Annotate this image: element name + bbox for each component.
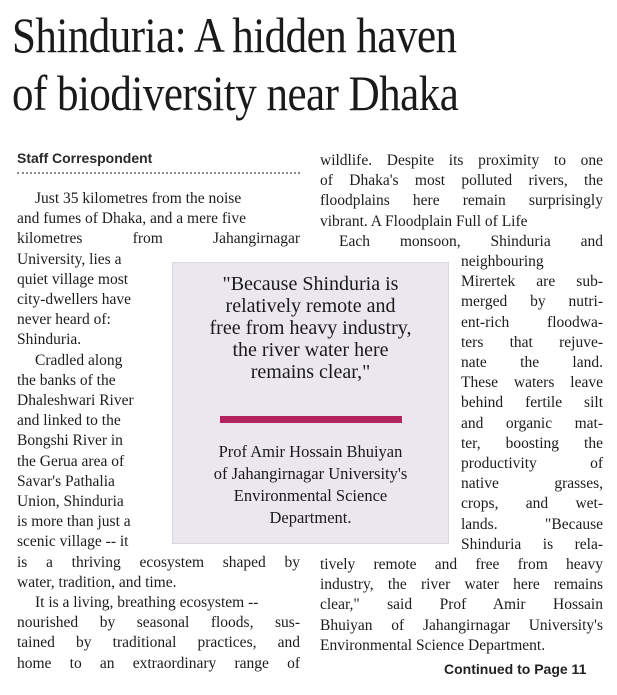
column-2-line: Mirertek are sub- bbox=[461, 273, 603, 291]
column-1-line: quiet village most bbox=[17, 270, 129, 288]
column-2-line: Each monsoon, Shinduria and bbox=[339, 232, 603, 250]
column-1-line: It is a living, breathing ecosystem -- bbox=[35, 594, 259, 611]
attribution-line: Environmental Science bbox=[233, 486, 388, 505]
column-1-line: water, tradition, and time. bbox=[17, 573, 177, 591]
pull-quote-line: remains clear," bbox=[250, 361, 371, 383]
attribution-line: Department. bbox=[269, 508, 352, 527]
column-1-line: scenic village -- it bbox=[17, 533, 129, 551]
column-1-line: University, lies a bbox=[17, 250, 122, 268]
column-2-line: Bhuiyan of Jahangirnagar University's bbox=[320, 616, 603, 634]
headline-line-2: of biodiversity near Dhaka bbox=[12, 65, 459, 121]
column-2-line: wildlife. Despite its proximity to one bbox=[320, 152, 603, 169]
column-2-line: lands. "Because bbox=[461, 515, 603, 533]
column-2-line: crops, and wet- bbox=[461, 495, 603, 513]
column-1-line: Bongshi River in bbox=[17, 432, 123, 450]
column-2-line: Environmental Science Department. bbox=[320, 636, 546, 654]
headline bbox=[12, 6, 528, 122]
column-2-line: Shinduria is rela- bbox=[461, 535, 603, 553]
pull-quote-line: the river water here bbox=[232, 339, 389, 361]
attribution-line: Prof Amir Hossain Bhuiyan bbox=[218, 442, 403, 461]
column-1-line: kilometres from Jahangirnagar bbox=[17, 230, 300, 248]
column-2-line: clear," said Prof Amir Hossain bbox=[320, 596, 603, 614]
column-2-line: ter, boosting the bbox=[461, 434, 603, 452]
column-1-line: Savar's Pathalia bbox=[17, 472, 115, 490]
headline-line-1: Shinduria: A hidden haven bbox=[12, 7, 457, 63]
pull-quote-accent-bar bbox=[220, 416, 402, 423]
column-2-line: merged by nutri- bbox=[461, 293, 603, 311]
pull-quote-attribution bbox=[173, 441, 448, 529]
column-1-line: nourished by seasonal floods, sus- bbox=[17, 614, 300, 632]
column-1-line: never heard of: bbox=[17, 311, 111, 329]
continued-notice: Continued to Page 11 bbox=[444, 661, 587, 677]
column-2-line: These waters leave bbox=[461, 374, 603, 392]
column-2-line: ent-rich floodwa- bbox=[461, 313, 603, 331]
column-2-line: industry, the river water here remains bbox=[320, 576, 603, 594]
column-1-line: city-dwellers have bbox=[17, 291, 132, 308]
column-2-line: productivity of bbox=[461, 455, 603, 472]
pull-quote-line: relatively remote and bbox=[225, 295, 396, 317]
column-1-line: Dhaleshwari River bbox=[17, 392, 134, 409]
column-2-line: tively remote and free from heavy bbox=[320, 556, 603, 573]
column-1-line: Shinduria. bbox=[17, 331, 82, 349]
column-1-line: home to an extraordinary range of bbox=[17, 654, 300, 672]
column-1-line: Cradled along bbox=[35, 351, 123, 369]
column-2-line: floodplains here remain surprisingly bbox=[320, 192, 603, 210]
column-1-line: tained by traditional practices, and bbox=[17, 634, 300, 652]
column-2-line: of Dhaka's most polluted rivers, the bbox=[320, 172, 603, 190]
column-2-line: native grasses, bbox=[461, 475, 603, 493]
column-1-line: and fumes of Dhaka, and a mere five bbox=[17, 210, 246, 228]
byline-divider bbox=[17, 172, 300, 174]
column-1-line: the banks of the bbox=[17, 371, 116, 389]
column-2-line: nate the land. bbox=[461, 354, 603, 371]
column-1-line: Just 35 kilometres from the noise bbox=[35, 190, 242, 207]
column-1-line: and linked to the bbox=[17, 412, 121, 430]
column-2-line: ters that rejuve- bbox=[461, 333, 603, 351]
byline: Staff Correspondent bbox=[17, 150, 153, 166]
column-1-line: is more than just a bbox=[17, 513, 131, 531]
pull-quote-box bbox=[172, 262, 449, 544]
column-1-line: Union, Shinduria bbox=[17, 493, 124, 510]
column-2-line: vibrant. A Floodplain Full of Life bbox=[320, 212, 528, 230]
pull-quote-line: free from heavy industry, bbox=[209, 317, 412, 339]
column-2-line: neighbouring bbox=[461, 253, 544, 270]
pull-quote-text bbox=[173, 273, 448, 383]
column-2-line: and organic mat- bbox=[461, 414, 603, 432]
column-1-line: the Gerua area of bbox=[17, 452, 125, 470]
attribution-line: of Jahangirnagar University's bbox=[213, 464, 408, 483]
pull-quote-line: "Because Shinduria is bbox=[222, 273, 399, 295]
column-1-line: is a thriving ecosystem shaped by bbox=[17, 553, 300, 571]
column-2-line: behind fertile silt bbox=[461, 394, 603, 412]
